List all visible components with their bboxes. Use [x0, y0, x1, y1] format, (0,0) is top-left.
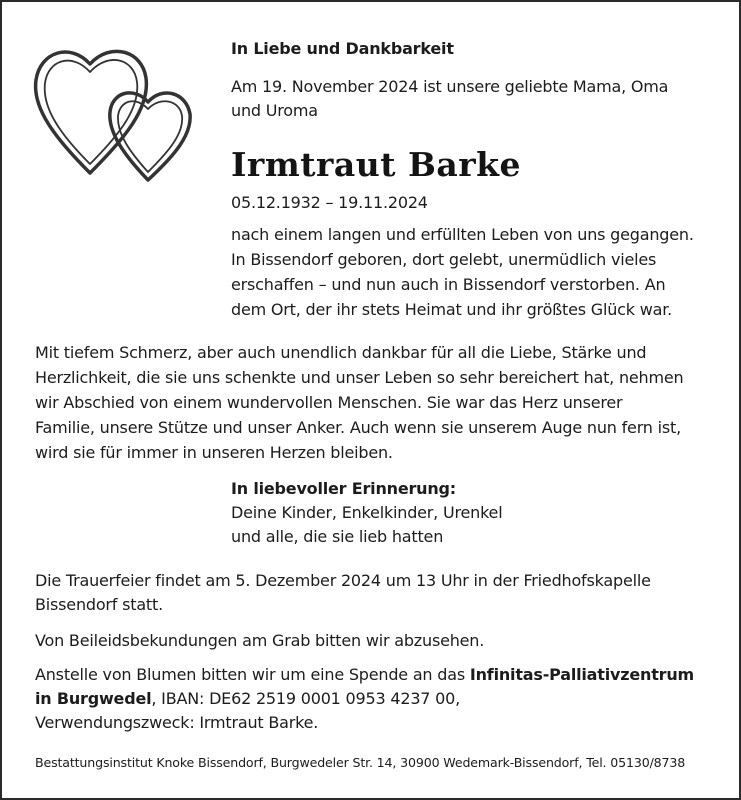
life-dates: 05.12.1932 – 19.11.2024: [231, 193, 428, 212]
memory-line-2: und alle, die sie lieb hatten: [231, 527, 444, 546]
tribute-line: Familie, unsere Stütze und unser Anker. Auch wenn sie unserem Auge nun fern ist,: [35, 418, 681, 437]
tribute-line: wird sie für immer in unseren Herzen bleiben.: [35, 443, 393, 462]
heading: In Liebe und Dankbarkeit: [231, 39, 454, 58]
two-hearts-icon: [30, 38, 200, 183]
donation-line-2: [35, 687, 460, 710]
memory-line-1: Deine Kinder, Enkelkinder, Urenkel: [231, 503, 503, 522]
donation-iban: , IBAN: DE62 2519 0001 0953 4237 00,: [151, 689, 461, 708]
condolence-note: Von Beileidsbekundungen am Grab bitten wir abzusehen.: [35, 631, 485, 650]
donation-recipient-location: in Burgwedel: [35, 689, 152, 708]
life-text-line: In Bissendorf geboren, dort gelebt, unermüdlich vieles: [231, 250, 657, 269]
funeral-home-footer: Bestattungsinstitut Knoke Bissendorf, Burgwedeler Str. 14, 30900 Wedemark-Bissendorf, Tel. 05130/8738: [35, 755, 686, 770]
intro-line-2: und Uroma: [231, 101, 318, 120]
donation-line-1: [35, 663, 694, 686]
service-line-2: Bissendorf statt.: [35, 595, 163, 614]
memory-heading: In liebevoller Erinnerung:: [231, 479, 457, 498]
donation-line-3: Verwendungszweck: Irmtraut Barke.: [35, 713, 319, 732]
life-text-line: nach einem langen und erfüllten Leben von uns gegangen.: [231, 225, 694, 244]
intro-line-1: Am 19. November 2024 ist unsere geliebte Mama, Oma: [231, 77, 669, 96]
tribute-line: Mit tiefem Schmerz, aber auch unendlich dankbar für all die Liebe, Stärke und: [35, 343, 647, 362]
tribute-line: Herzlichkeit, die sie uns schenkte und unser Leben so sehr bereichert hat, nehmen: [35, 368, 684, 387]
donation-text: Anstelle von Blumen bitten wir um eine Spende an das: [35, 665, 470, 684]
life-text-line: dem Ort, der ihr stets Heimat und ihr größtes Glück war.: [231, 300, 673, 319]
deceased-name: Irmtraut Barke: [231, 145, 521, 184]
tribute-line: wir Abschied von einem wundervollen Menschen. Sie war das Herz unserer: [35, 393, 623, 412]
life-text-line: erschaffen – und nun auch in Bissendorf verstorben. An: [231, 275, 666, 294]
donation-recipient: Infinitas-Palliativzentrum: [469, 665, 694, 684]
service-line-1: Die Trauerfeier findet am 5. Dezember 2024 um 13 Uhr in der Friedhofskapelle: [35, 571, 651, 590]
